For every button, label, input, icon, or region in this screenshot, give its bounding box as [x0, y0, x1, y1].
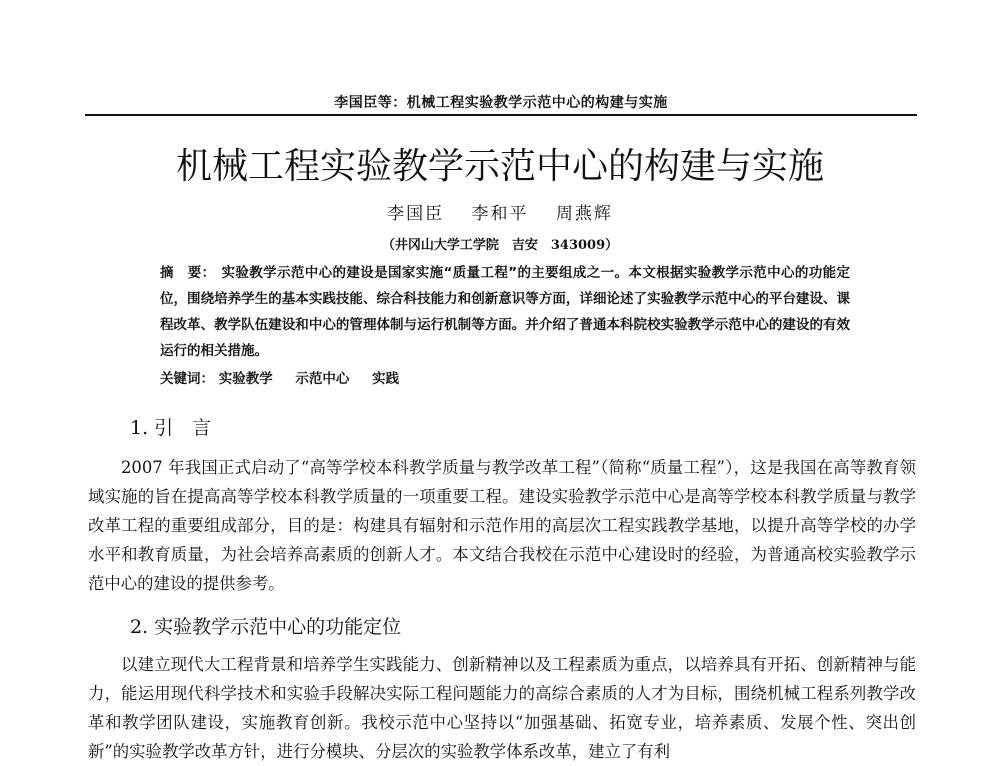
author: 李国臣 — [387, 204, 445, 224]
keywords — [160, 366, 850, 392]
section-paragraph-function: 以建立现代大工程背景和培养学生实践能力、创新精神以及工程素质为重点，以培养具有开拓、创新精神与能力，能运用现代科学技术和实验手段解决实际工程问题能力的高综合素质的人才为目标，围绕机械工程系列教学改革和教学团队建设，实施教育创新。我校示范中心坚持以“加强基础、拓宽专业，培养素质、发展个性、突出创新”的实验教学改革方针，进行分模块、分层次的实验教学体系改革，建立了有利 — [88, 655, 916, 761]
abstract-text: 实验教学示范中心的建设是国家实施“质量工程”的主要组成之一。本文根据实验教学示范中心的功能定位，围绕培养学生的基本实践技能、综合科技能力和创新意识等方面，详细论述了实验教学示范中心的平台建设、课程改革、教学队伍建设和中心的管理体制与运行机制等方面。并介绍了普通本科院校实验教学示范中心的建设的有效运行的相关措施。 — [160, 265, 851, 359]
abstract — [160, 260, 850, 364]
section-heading-introduction: 1. 引 言 — [130, 417, 212, 439]
header-rule — [85, 114, 917, 116]
keyword: 实践 — [372, 371, 400, 387]
keyword: 示范中心 — [295, 371, 350, 387]
author: 李和平 — [471, 204, 529, 224]
section-heading-function: 2. 实验教学示范中心的功能定位 — [130, 616, 402, 638]
paper-title: 机械工程实验教学示范中心的构建与实施 — [175, 146, 824, 187]
keyword: 实验教学 — [218, 371, 273, 387]
affiliation: （井冈山大学工学院 吉安 343009） — [381, 238, 619, 253]
abstract-label: 摘 要： — [160, 265, 216, 281]
section-paragraph-introduction: 2007 年我国正式启动了“高等学校本科教学质量与教学改革工程”（简称“质量工程”），这是我国在高等教育领域实施的旨在提高高等学校本科教学质量的一项重要工程。建设实验教学示范中心是高等学校本科教学质量与教学改革工程的重要组成部分，目的是：构建具有辐射和示范作用的高层次工程实践教学基地，以提升高等学校的办学水平和教育质量，为社会培养高素质的创新人才。本文结合我校在示范中心建设时的经验，为普通高校实验教学示范中心的建设的提供参考。 — [88, 458, 916, 593]
running-header: 李国臣等：机械工程实验教学示范中心的构建与实施 — [334, 95, 668, 111]
author: 周燕辉 — [555, 204, 613, 224]
author-list — [0, 199, 1000, 224]
keywords-label: 关键词： — [160, 371, 214, 387]
